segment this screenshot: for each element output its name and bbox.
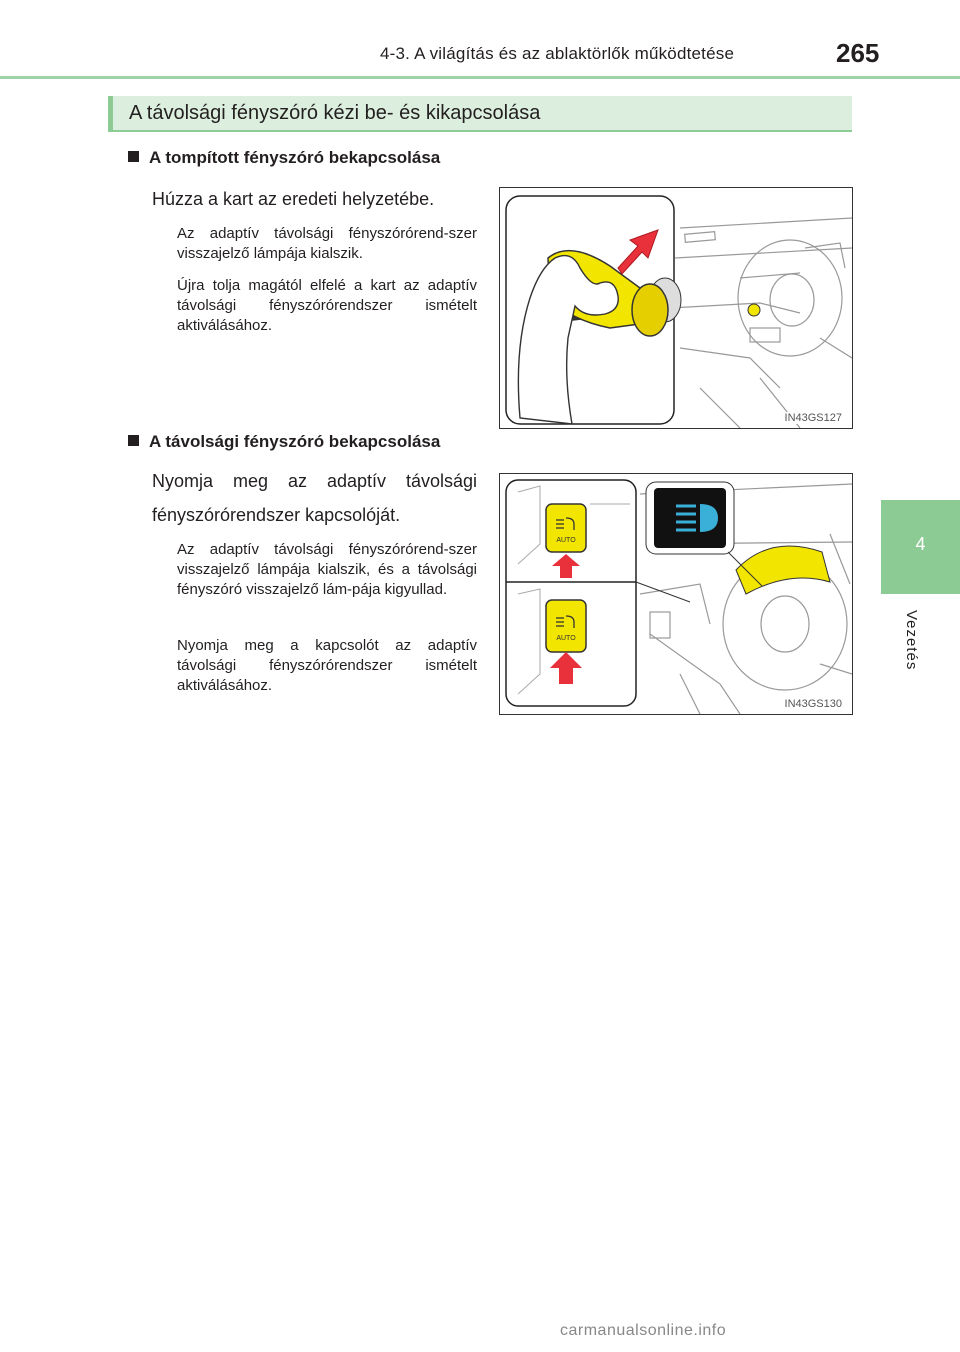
note-high-beam-2: Nyomja meg a kapcsolót az adaptív távolsági fényszórórendszer ismételt aktiválásához. xyxy=(177,637,477,694)
note-low-beam-1: Az adaptív távolsági fényszórórend-szer visszajelző lámpája kialszik. xyxy=(177,225,477,262)
subheading-low-beam xyxy=(128,148,440,168)
instruction-high-beam xyxy=(152,466,477,530)
lever-illustration xyxy=(500,188,852,428)
figure-id-2: IN43GS130 xyxy=(784,698,842,710)
instruction-high-beam-line1: Nyomja meg az adaptív távolsági xyxy=(152,471,477,491)
figure-auto-switch xyxy=(499,473,853,715)
instruction-high-beam-line2: fényszórórendszer kapcsolóját. xyxy=(152,505,401,525)
note-high-beam-1: Az adaptív távolsági fényszórórend-szer visszajelző lámpája kialszik, és a távolsági fényszóró visszajelző lám-pája kigyullad. xyxy=(177,541,477,598)
chapter-number: 4 xyxy=(915,534,926,554)
note-low-beam-2: Újra tolja magától elfelé a kart az adaptív távolsági fényszórórendszer ismételt aktiválásához. xyxy=(177,277,477,334)
subheading-high-beam-text: A távolsági fényszóró bekapcsolása xyxy=(149,432,441,451)
button-label-bottom: AUTO xyxy=(556,635,576,642)
switch-illustration xyxy=(500,474,852,714)
header-title: 4-3. A világítás és az ablaktörlők működtetése xyxy=(380,44,735,63)
square-bullet-icon xyxy=(128,151,139,162)
chapter-label: Vezetés xyxy=(903,610,920,671)
button-label-top: AUTO xyxy=(556,537,576,544)
figure-id-1: IN43GS127 xyxy=(784,412,842,424)
header-rule xyxy=(0,76,960,79)
square-bullet-icon xyxy=(128,435,139,446)
page-number: 265 xyxy=(836,38,880,68)
section-heading-bar xyxy=(108,96,852,132)
figure-lever-pull xyxy=(499,187,853,429)
subheading-low-beam-text: A tompított fényszóró bekapcsolása xyxy=(149,148,441,167)
chapter-label-wrap xyxy=(880,610,940,690)
instruction-low-beam: Húzza a kart az eredeti helyzetébe. xyxy=(152,189,435,209)
chapter-tab xyxy=(881,500,960,594)
section-title: A távolsági fényszóró kézi be- és kikapcsolása xyxy=(129,102,541,124)
footer-watermark: carmanualsonline.info xyxy=(560,1322,727,1339)
subheading-high-beam xyxy=(128,432,440,452)
